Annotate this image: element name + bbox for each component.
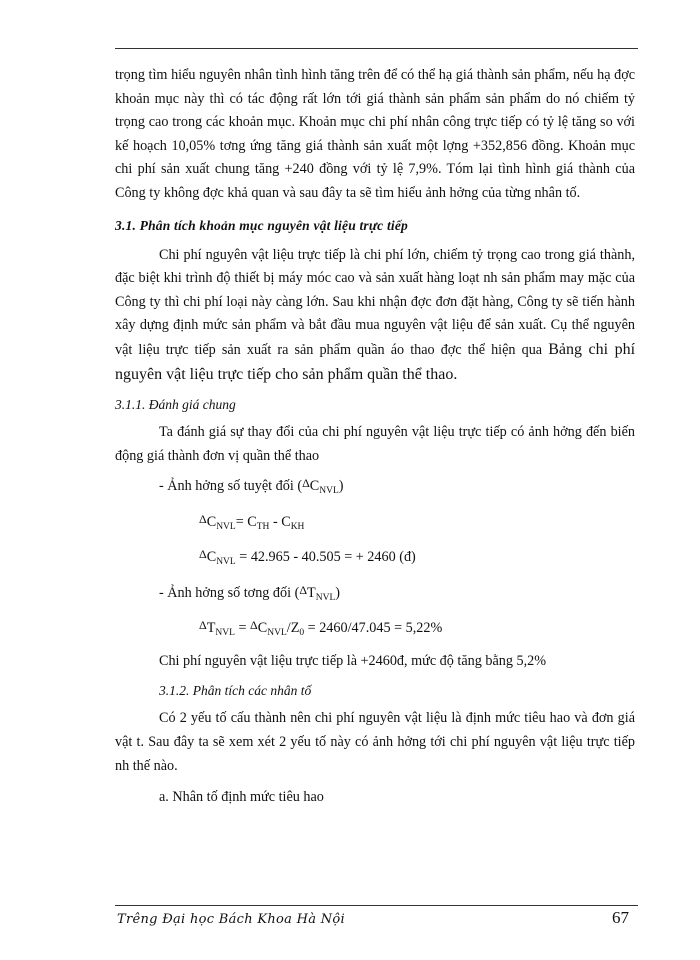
paragraph-2 bbox=[115, 244, 635, 388]
item-a: a. Nhân tố định mức tiêu hao bbox=[159, 789, 324, 806]
footer-rule bbox=[115, 905, 638, 906]
delta-icon: Δ bbox=[299, 582, 308, 597]
paragraph-2-table-ref: Bảng chi phí nguyên vật liệu trực tiếp cho sản phẩm quần thể thao. bbox=[115, 340, 636, 383]
footer-school-name: Trêng Đại học Bách Khoa Hà Nội bbox=[117, 912, 346, 927]
formula-label-relative: - Ảnh hởng số tơng đối $(^\Delta T_{NVL})$ bbox=[159, 582, 340, 603]
formula-label-1-sub: NVL bbox=[319, 486, 339, 497]
paragraph-1: trọng tìm hiểu nguyên nhân tình hình tăng trên để có thể hạ giá thành sản phẩm, nếu hạ đợc khoản mục này thì có tác động rất lớn tới giá thành sản phẩm sản phẩm do nó chiếm tỷ trọng cao trong các khoản mục. Khoản mục chi phí nhân công trực tiếp có tỷ lệ tăng so với kế hoạch 10,05% tơng ứng tăng giá thành sản xuất một lợng +352,856 đồng. Khoản mục chi phí sản xuất chung tăng +240 đồng với tỷ lệ 7,9%. Tóm lại tình hình giá thành của Công ty không đợc khả quan và sau đây ta sẽ tìm hiểu ảnh hởng của từng nhân tố. bbox=[115, 67, 635, 201]
paragraph-2-text: Chi phí nguyên vật liệu trực tiếp là chi phí lớn, chiếm tỷ trọng cao trong giá thành, đặc biệt khi trình độ thiết bị máy móc cao và sản xuất hàng loạt nh sản phẩm may mặc của Công ty thì chi phí loại này càng lớn. Sau khi nhận đợc đơn đặt hàng, Công ty sẽ tiến hành xây dựng định mức sản phẩm và bắt đầu mua nguyên vật liệu để sản xuất. Cụ thể nguyên vật liệu trực tiếp sản xuất ra sản phẩm quần áo thao đợc thể hiện qua bbox=[115, 246, 635, 358]
paragraph-3: Ta đánh giá sự thay đổi của chi phí nguyên vật liệu trực tiếp có ảnh hởng đến biến động giá thành đơn vị quần thể thao bbox=[115, 424, 635, 464]
formula-relative-value: $^\Delta T_{NVL} = ^\Delta C_{NVL}/Z_0 = 2460/47.045 = 5,22\%$ bbox=[199, 618, 443, 639]
delta-icon: Δ bbox=[199, 511, 207, 526]
paragraph-4: Có 2 yếu tố cấu thành nên chi phí nguyên vật liệu là định mức tiêu hao và đơn giá vật t. Sau đây ta sẽ xem xét 2 yếu tố này có ảnh hởng tới chi phí nguyên vật liệu trực tiếp nh thế nào. bbox=[115, 710, 635, 774]
section-heading-3-1-2: 3.1.2. Phân tích các nhân tố bbox=[159, 683, 312, 699]
section-heading-3-1-1: 3.1.1. Đánh giá chung bbox=[115, 397, 236, 413]
formula-label-absolute: - Ảnh hởng số tuyệt đối $(^\Delta C_{NVL})$ bbox=[159, 476, 344, 497]
delta-icon: Δ bbox=[199, 547, 207, 562]
section-heading-3-1: 3.1. Phân tích khoản mục nguyên vật liệu trực tiếp bbox=[115, 217, 408, 233]
page-number: 67 bbox=[612, 908, 629, 927]
delta-icon: Δ bbox=[302, 476, 310, 491]
delta-icon: Δ bbox=[199, 618, 207, 633]
conclusion-text: Chi phí nguyên vật liệu trực tiếp là +2460đ, mức độ tăng bằng 5,2% bbox=[159, 652, 547, 669]
delta-icon: Δ bbox=[250, 618, 258, 633]
formula-absolute-value: $^\Delta C_{NVL} = 42.965 - 40.505$ = + 2460 (đ) bbox=[199, 547, 416, 568]
header-rule bbox=[115, 48, 638, 49]
page-content bbox=[115, 64, 635, 814]
formula-absolute-def: $^\Delta C_{NVL}= C_{TH} - C_{KH}$ bbox=[199, 511, 305, 532]
